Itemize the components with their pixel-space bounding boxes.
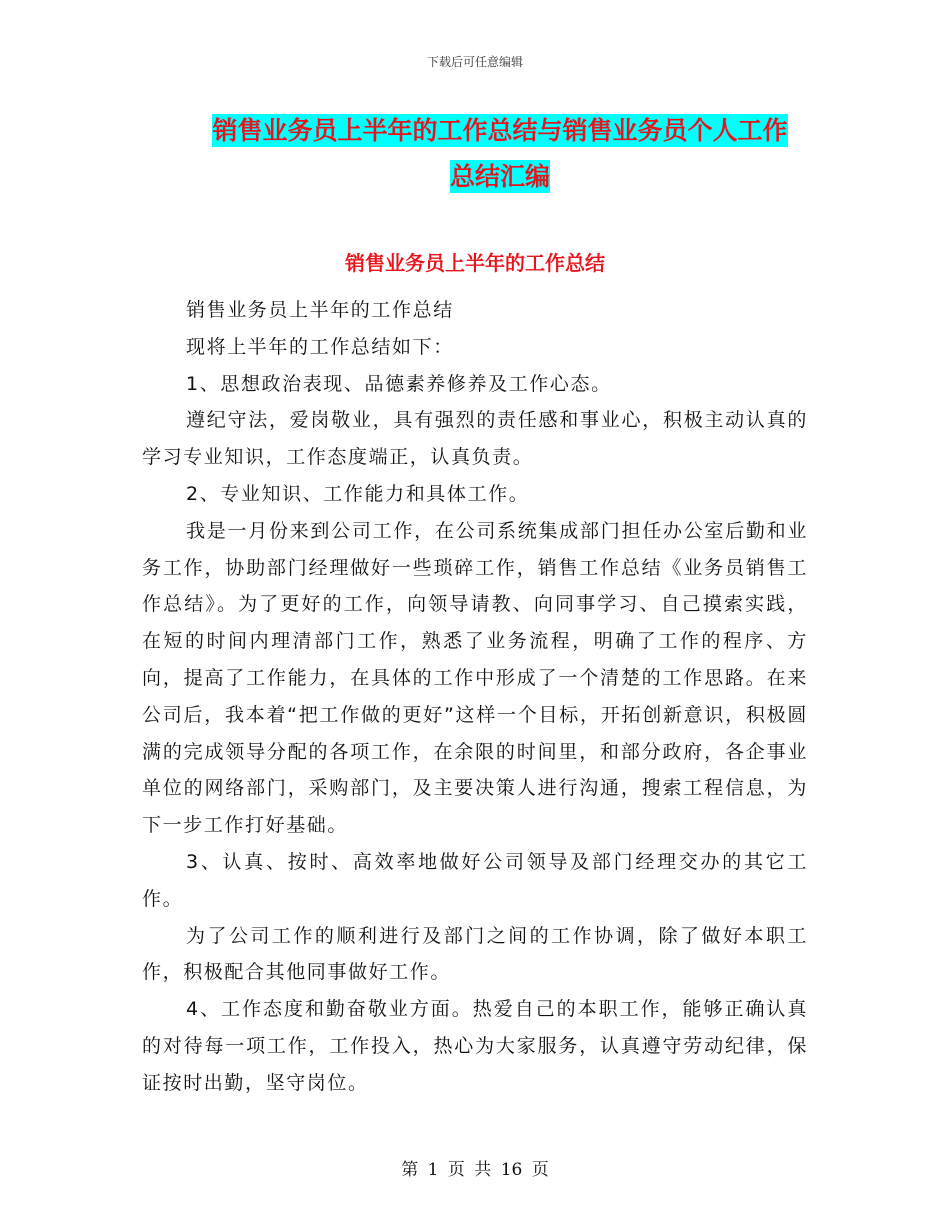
page-header-note: 下载后可任意编辑 (426, 55, 523, 69)
paragraph: 4、工作态度和勤奋敬业方面。热爱自己的本职工作，能够正确认真的对待每一项工作，工作投入，热心为大家服务，认真遵守劳动纪律，保证按时出勤，坚守岗位。 (142, 998, 808, 1094)
paragraph: 现将上半年的工作总结如下： (186, 335, 454, 358)
paragraph: 1、思想政治表现、品德素养修养及工作心态。 (186, 372, 612, 395)
document-body (142, 292, 808, 1102)
paragraph: 销售业务员上半年的工作总结 (186, 299, 454, 321)
paragraph: 我是一月份来到公司工作，在公司系统集成部门担任办公室后勤和业务工作，协助部门经理做好一些琐碎工作，销售工作总结《业务员销售工作总结》。为了更好的工作，向领导请教、向同事学习、自己摸索实践，在短的时间内理清部门工作，熟悉了业务流程，明确了工作的程序、方向，提高了工作能力，在具体的工作中形成了一个清楚的工作思路。在来公司后，我本着“把工作做的更好”这样一个目标，开拓创新意识，积极圆满的完成领导分配的各项工作，在余限的时间里，和部分政府，各企事业单位的网络部门，采购部门，及主要决策人进行沟通，搜索工程信息，为下一步工作打好基础。 (142, 519, 808, 837)
document-title (120, 108, 880, 200)
document-title-line2: 总结汇编 (449, 162, 550, 191)
paragraph: 遵纪守法，爱岗敬业，具有强烈的责任感和事业心，积极主动认真的学习专业知识，工作态度端正，认真负责。 (142, 409, 808, 469)
document-title-line1: 销售业务员上半年的工作总结与销售业务员个人工作 (212, 116, 788, 145)
paragraph: 为了公司工作的顺利进行及部门之间的工作协调，除了做好本职工作，积极配合其他同事做好工作。 (142, 924, 808, 984)
paragraph: 2、专业知识、工作能力和具体工作。 (186, 482, 530, 505)
page-footer-number: 第 1 页 共 16 页 (401, 1160, 549, 1180)
section-title: 销售业务员上半年的工作总结 (345, 251, 605, 275)
paragraph: 3、认真、按时、高效率地做好公司领导及部门经理交办的其它工作。 (142, 850, 808, 910)
